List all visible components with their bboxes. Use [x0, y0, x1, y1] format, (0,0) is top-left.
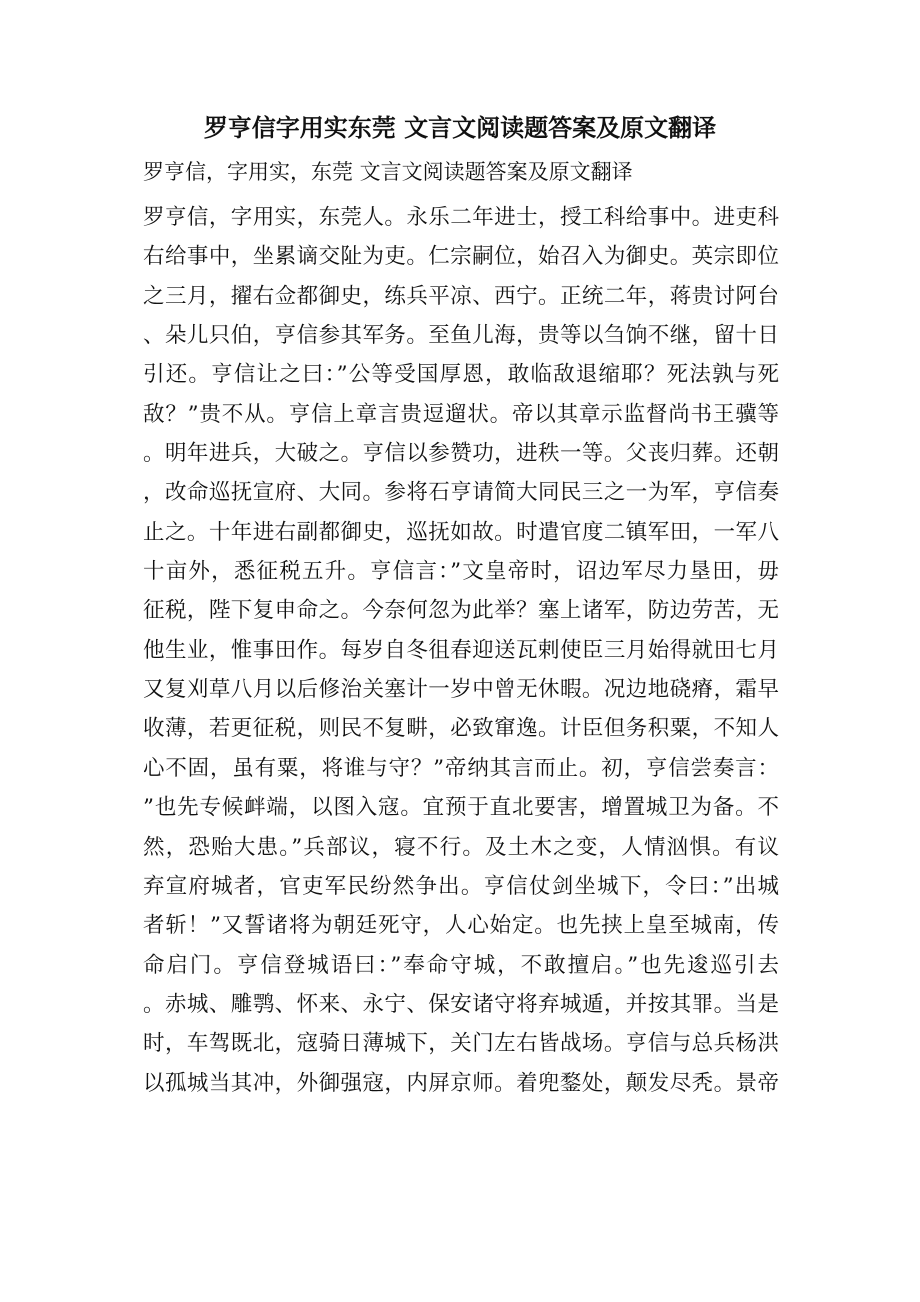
- text-line: 十亩外，悉征税五升。亨信言：”文皇帝时，诏边军尽力垦田，毋: [143, 559, 779, 585]
- text-line: 敌？”贵不从。亨信上章言贵逗遛状。帝以其章示监督尚书王骥等: [143, 401, 779, 427]
- text-line: 时，车驾既北，寇骑日薄城下，关门左右皆战场。亨信与总兵杨洪: [143, 1031, 779, 1057]
- text-line: ”也先专候衅端，以图入寇。宜预于直北要害，增置城卫为备。不: [143, 795, 779, 821]
- text-line: 、朵儿只伯，亨信参其军务。至鱼儿海，贵等以刍饷不继，留十日: [143, 323, 779, 349]
- text-line: 之三月，擢右佥都御史，练兵平凉、西宁。正统二年，蒋贵讨阿台: [143, 283, 779, 309]
- text-line: 引还。亨信让之曰：”公等受国厚恩，敢临敌退缩耶？死法孰与死: [143, 362, 779, 388]
- text-line: 命启门。亨信登城语曰：”奉命守城，不敢擅启。”也先逡巡引去: [143, 952, 779, 978]
- text-line: 他生业，惟事田作。每岁自冬徂春迎送瓦剌使臣三月始得就田七月: [143, 637, 779, 663]
- text-line: ，改命巡抚宣府、大同。参将石亨请简大同民三之一为军，亨信奏: [143, 480, 779, 506]
- text-line: 征税，陛下复申命之。今奈何忽为此举？塞上诸军，防边劳苦，无: [143, 598, 779, 624]
- text-line: 止之。十年进右副都御史，巡抚如故。时遣官度二镇军田，一军八: [143, 519, 779, 545]
- document-subtitle: 罗亨信，字用实，东莞 文言文阅读题答案及原文翻译: [143, 160, 633, 184]
- text-line: 又复刈草八月以后修治关塞计一岁中曾无休暇。况边地硗瘠，霜早: [143, 677, 779, 703]
- text-line: 心不固，虽有粟，将谁与守？”帝纳其言而止。初，亨信尝奏言：: [143, 755, 779, 781]
- text-line: 收薄，若更征税，则民不复畊，必致窜逸。计臣但务积粟，不知人: [143, 716, 779, 742]
- text-line: 者斩！”又誓诸将为朝廷死守，人心始定。也先挟上皇至城南，传: [143, 913, 779, 939]
- text-line: 然，恐贻大患。”兵部议，寝不行。及土木之变，人情汹惧。有议: [143, 834, 779, 860]
- text-line: 罗亨信，字用实，东莞人。永乐二年进士，授工科给事中。进吏科: [143, 205, 779, 230]
- text-line: 弃宣府城者，官吏军民纷然争出。亨信仗剑坐城下，令曰：”出城: [143, 873, 779, 899]
- text-line: 。赤城、雕鹗、怀来、永宁、保安诸守将弃城遁，并按其罪。当是: [143, 991, 779, 1017]
- document-body: [143, 198, 783, 1103]
- text-line: 以孤城当其冲，外御强寇，内屏京师。着兜鍪处，颠发尽秃。景帝: [143, 1070, 779, 1096]
- document-title: 罗亨信字用实东莞 文言文阅读题答案及原文翻译: [203, 113, 717, 142]
- text-line: 右给事中，坐累谪交阯为吏。仁宗嗣位，始召入为御史。英宗即位: [143, 244, 779, 270]
- text-line: 。明年进兵，大破之。亨信以参赞功，进秩一等。父丧归葬。还朝: [143, 441, 779, 467]
